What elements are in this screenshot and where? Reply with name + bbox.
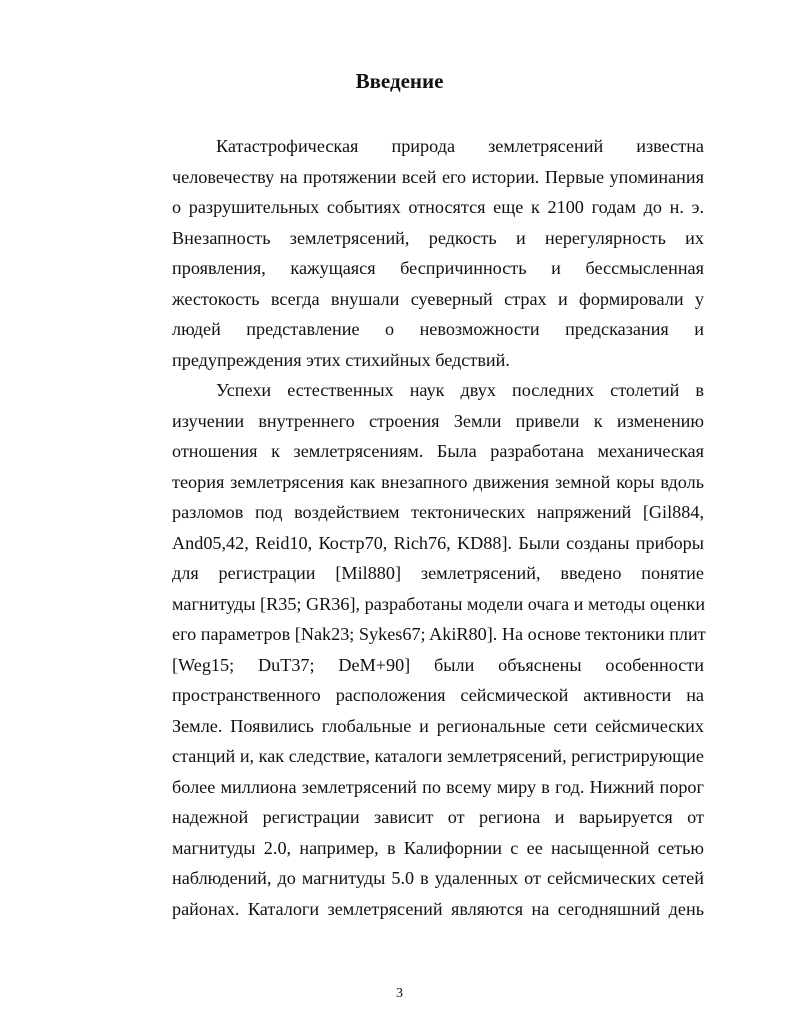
text-line: проявления, кажущаяся беспричинность и бессмысленная [172, 258, 704, 278]
text-line: отношения к землетрясениям. Была разработана механическая [172, 441, 704, 461]
text-line: разломов под воздействием тектонических напряжений [Gil884, [172, 502, 704, 522]
page-title: Введение [355, 69, 444, 93]
text-line: Внезапность землетрясений, редкость и нерегулярность их [172, 227, 704, 248]
text-line: для регистрации [Mil880] землетрясений, введено понятие [172, 563, 704, 583]
text-line: Успехи естественных наук двух последних столетий в [216, 380, 704, 400]
text-line: теория землетрясения как внезапного движения земной коры вдоль [172, 471, 704, 492]
text-line: Катастрофическая природа землетрясений известна [216, 136, 704, 156]
text-line: And05,42, Reid10, Костр70, Rich76, KD88]. Были созданы приборы [172, 532, 704, 553]
text-line: изучении внутреннего строения Земли привели к изменению [172, 410, 704, 431]
text-line: пространственного расположения сейсмической активности на [172, 685, 704, 705]
text-line: его параметров [Nak23; Sykes67; AkiR80]. На основе тектоники плит [172, 624, 706, 644]
text-line: предупреждения этих стихийных бедствий. [172, 349, 510, 370]
text-line: людей представление о невозможности предсказания и [172, 319, 704, 339]
text-line: районах. Каталоги землетрясений являются на сегодняшний день [172, 898, 704, 919]
text-line: станций и, как следствие, каталоги землетрясений, регистрирующие [172, 746, 704, 766]
text-line: о разрушительных событиях относятся еще к 2100 годам до н. э. [172, 197, 704, 217]
text-line: человечеству на протяжении всей его истории. Первые упоминания [172, 166, 704, 187]
text-line: магнитуды 2.0, например, в Калифорнии с ее насыщенной сетью [172, 837, 704, 858]
text-line: надежной регистрации зависит от региона и варьируется от [172, 807, 704, 827]
text-line: Земле. Появились глобальные и региональные сети сейсмических [172, 715, 704, 736]
text-line: наблюдений, до магнитуды 5.0 в удаленных от сейсмических сетей [172, 868, 704, 888]
text-line: жестокость всегда внушали суеверный страх и формировали у [172, 288, 704, 309]
text-line: более миллиона землетрясений по всему миру в год. Нижний порог [172, 776, 704, 797]
text-line: [Weg15; DuT37; DeM+90] были объяснены особенности [172, 654, 704, 675]
text-line: магнитуды [R35; GR36], разработаны модели очага и методы оценки [172, 593, 706, 614]
page-number: 3 [396, 986, 403, 1001]
